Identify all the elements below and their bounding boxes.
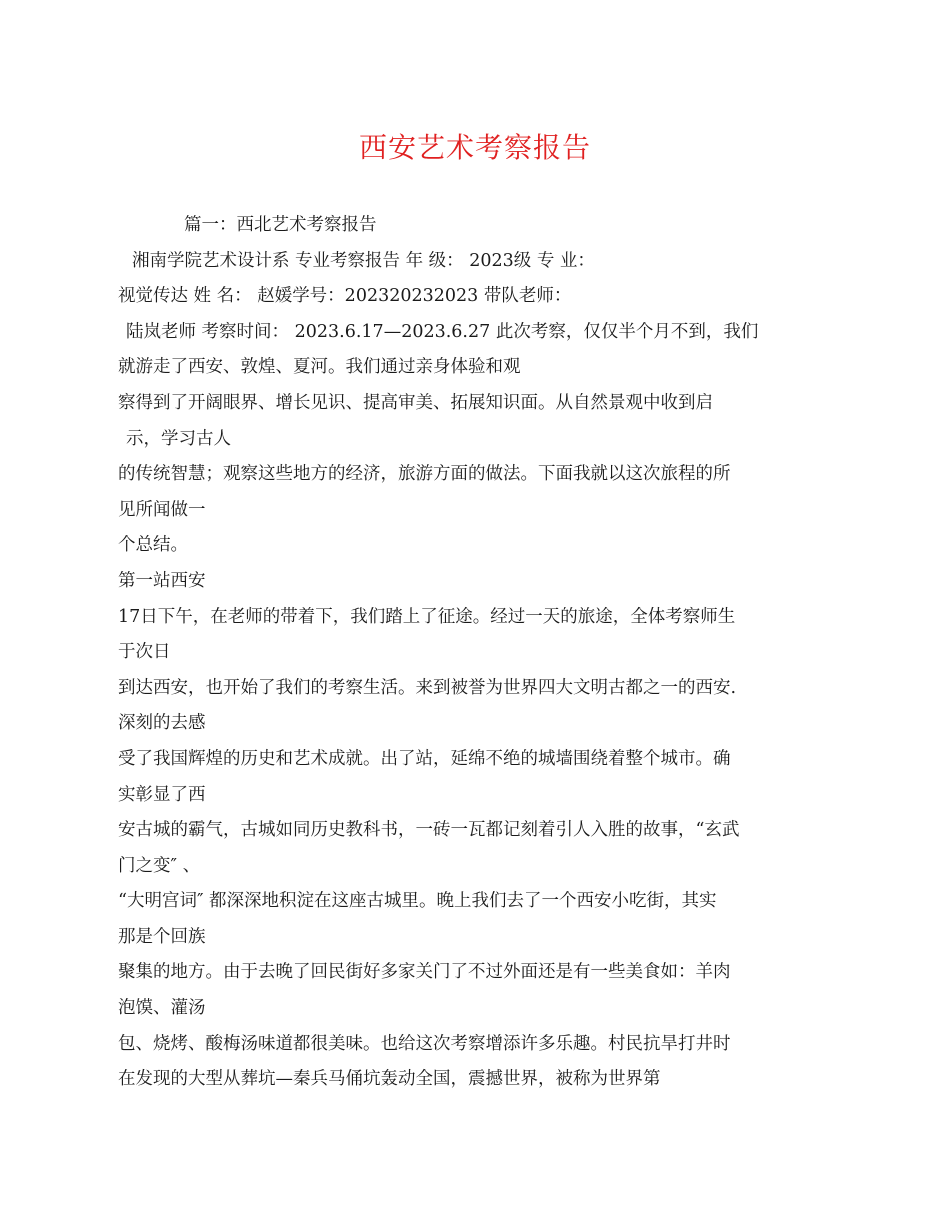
- text-line: 到达西安，也开始了我们的考察生活。来到被誉为世界四大文明古都之一的西安.: [118, 677, 737, 698]
- text-line: 实彰显了西: [118, 784, 206, 805]
- text-line: 湘南学院艺术设计系 专业考察报告 年 级： 2023级 专 业：: [132, 250, 595, 271]
- text-line: 门之变″ 、: [118, 855, 201, 876]
- text-line: 安古城的霸气，古城如同历史教科书，一砖一瓦都记刻着引人入胜的故事，“玄武: [118, 820, 740, 841]
- text-line: 17日下午，在老师的带着下，我们踏上了征途。经过一天的旅途，全体考察师生: [118, 606, 736, 627]
- text-line: 就游走了西安、敦煌、夏河。我们通过亲身体验和观: [118, 357, 521, 378]
- text-line: 深刻的去感: [118, 713, 206, 734]
- text-line: 泡馍、灌汤: [118, 998, 206, 1019]
- text-line: 的传统智慧；观察这些地方的经济，旅游方面的做法。下面我就以这次旅程的所: [118, 464, 731, 485]
- text-line: 在发现的大型从葬坑—秦兵马俑坑轰动全国，震撼世界，被称为世界第: [118, 1069, 661, 1090]
- text-line: 视觉传达 姓 名： 赵媛学号：202320232023 带队老师：: [118, 286, 572, 307]
- document-body: [118, 208, 818, 1098]
- document-title: 西安艺术考察报告: [358, 131, 591, 164]
- text-line: 包、烧烤、酸梅汤味道都很美味。也给这次考察增添许多乐趣。村民抗旱打井时: [118, 1033, 731, 1054]
- text-line: 示，学习古人: [126, 428, 231, 449]
- text-line: 个总结。: [118, 535, 188, 556]
- text-line: 陆岚老师 考察时间： 2023.6.17—2023.6.27 此次考察，仅仅半个月不到，我们: [126, 321, 759, 342]
- text-line: 受了我国辉煌的历史和艺术成就。出了站，延绵不绝的城墙围绕着整个城市。确: [118, 748, 731, 769]
- text-line: 聚集的地方。由于去晚了回民街好多家关门了不过外面还是有一些美食如：羊肉: [118, 962, 731, 983]
- text-line: 那是个回族: [118, 926, 206, 947]
- text-line: 见所闻做一: [118, 499, 206, 520]
- subheading: 第一站西安: [118, 570, 206, 591]
- text-line: 察得到了开阔眼界、增长见识、提高审美、拓展知识面。从自然景观中收到启: [118, 392, 713, 413]
- section-heading: 篇一：西北艺术考察报告: [184, 215, 377, 235]
- text-line: “大明宫词″ 都深深地积淀在这座古城里。晚上我们去了一个西安小吃街，其实: [118, 891, 717, 912]
- text-line: 于次日: [118, 642, 171, 663]
